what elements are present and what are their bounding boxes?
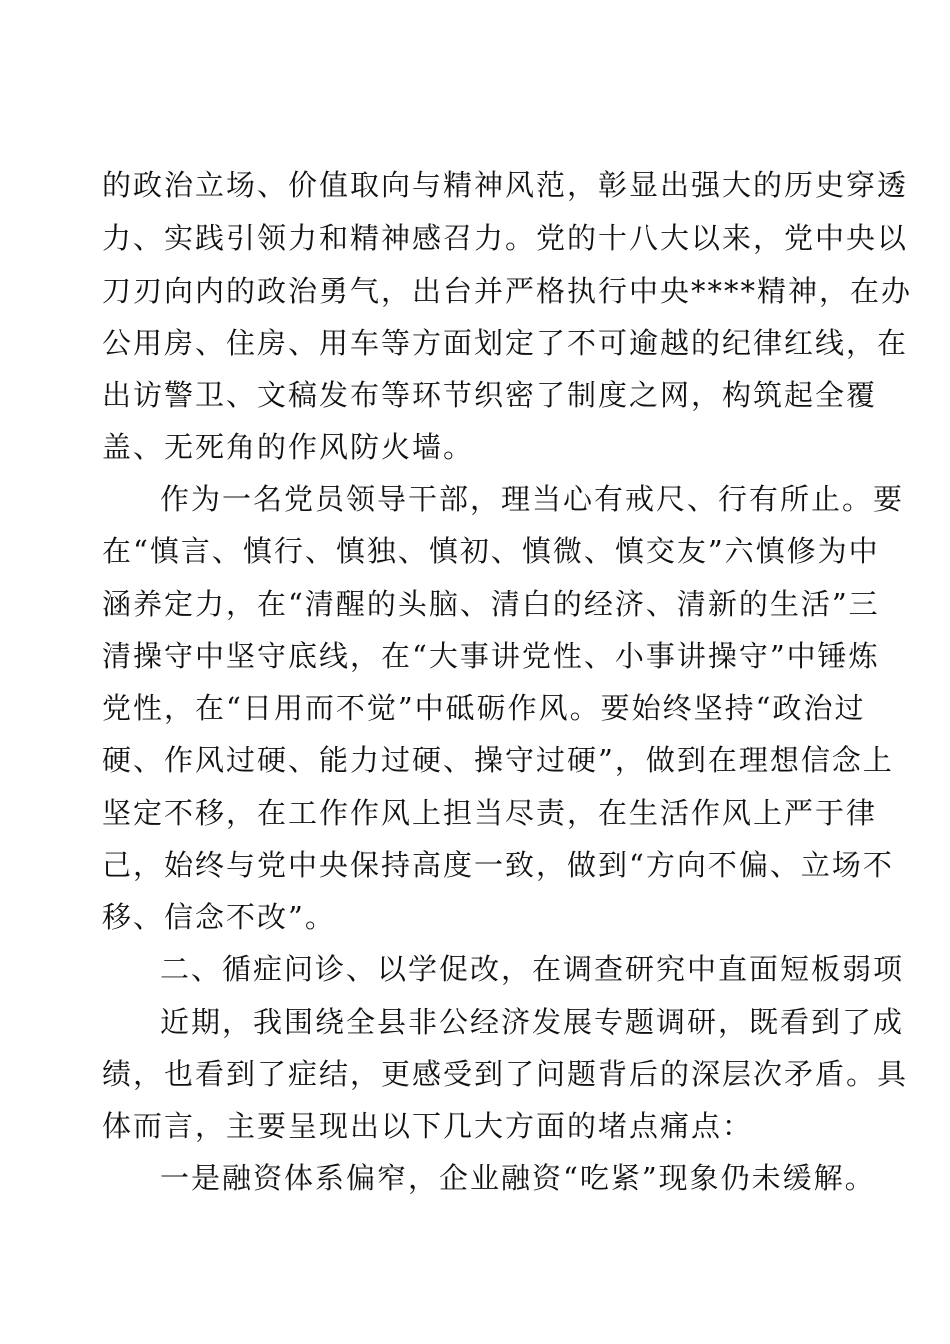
paragraph-line: 力、实践引领力和精神感召力。党的十八大以来，党中央以 bbox=[102, 221, 909, 255]
paragraph-line: 一是融资体系偏窄，企业融资“吃紧”现象仍未缓解。 bbox=[160, 1161, 876, 1195]
paragraph-line: 出访警卫、文稿发布等环节织密了制度之网，构筑起全覆 bbox=[102, 378, 878, 412]
paragraph-line: 清操守中坚守底线，在“大事讲党性、小事讲操守”中锤炼 bbox=[102, 639, 880, 673]
paragraph-line: 公用房、住房、用车等方面划定了不可逾越的纪律红线，在 bbox=[102, 326, 909, 360]
paragraph-line: 近期，我围绕全县非公经济发展专题调研，既看到了成 bbox=[160, 1005, 905, 1039]
section-heading: 二、循症问诊、以学促改，在调查研究中直面短板弱项 bbox=[160, 952, 905, 986]
paragraph-line: 体而言，主要呈现出以下几大方面的堵点痛点： bbox=[102, 1109, 754, 1143]
paragraph-line: 移、信念不改”。 bbox=[102, 900, 336, 934]
paragraph-line: 作为一名党员领导干部，理当心有戒尺、行有所止。要 bbox=[160, 482, 905, 516]
paragraph-line: 刀刃向内的政治勇气，出台并严格执行中央****精神，在办 bbox=[102, 274, 913, 308]
paragraph-line: 绩，也看到了症结，更感受到了问题背后的深层次矛盾。具 bbox=[102, 1057, 909, 1091]
paragraph-line: 在“慎言、慎行、慎独、慎初、慎微、慎交友”六慎修为中 bbox=[102, 534, 880, 568]
paragraph-line: 硬、作风过硬、能力过硬、操守过硬”，做到在理想信念上 bbox=[102, 743, 894, 777]
paragraph-line: 盖、无死角的作风防火墙。 bbox=[102, 430, 475, 464]
paragraph-line: 的政治立场、价值取向与精神风范，彰显出强大的历史穿透 bbox=[102, 168, 909, 202]
paragraph-line: 坚定不移，在工作作风上担当尽责，在生活作风上严于律 bbox=[102, 796, 878, 830]
paragraph-line: 涵养定力，在“清醒的头脑、清白的经济、清新的生活”三 bbox=[102, 587, 880, 621]
paragraph-line: 己，始终与党中央保持高度一致，做到“方向不偏、立场不 bbox=[102, 848, 894, 882]
paragraph-line: 党性，在“日用而不觉”中砥砺作风。要始终坚持“政治过 bbox=[102, 691, 866, 725]
